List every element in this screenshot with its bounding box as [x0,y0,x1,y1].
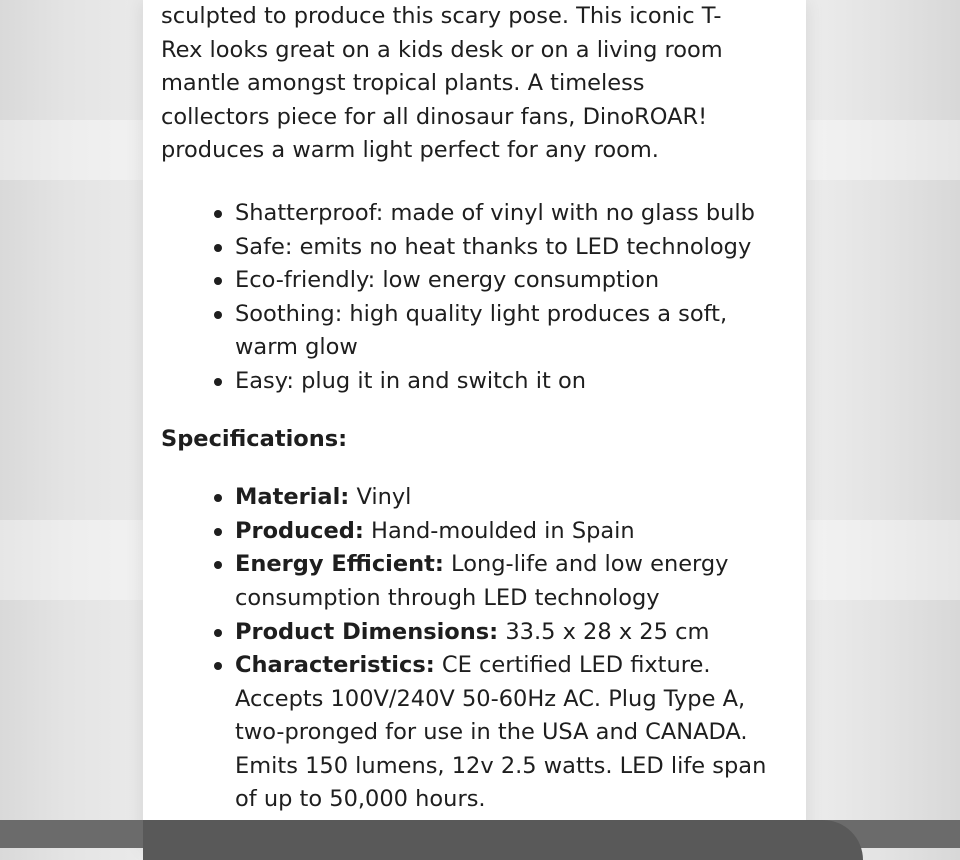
spec-term: Produced: [235,517,364,544]
feature-text: Eco-friendly: low energy consumption [235,267,660,294]
spec-item-product-dimensions [161,616,801,650]
feature-item [161,197,801,231]
spec-value: of up to 50,000 hours. [235,786,486,813]
feature-item [161,365,801,399]
spec-item-characteristics [161,649,801,817]
specifications-heading: Specifications: [161,425,348,452]
spec-term: Material: [235,484,350,511]
specifications-list [161,481,801,817]
spec-item-energy-efficient [161,548,801,615]
spec-value: CE certified LED fixture. [434,652,711,679]
intro-line: sculpted to produce this scary pose. This iconic T- [161,3,722,29]
spec-value: Accepts 100V/240V 50-60Hz AC. Plug Type A, [235,685,746,712]
spec-term: Characteristics: [235,652,435,679]
feature-text: Easy: plug it in and switch it on [235,367,586,394]
feature-text: Safe: emits no heat thanks to LED technology [235,233,752,260]
spec-item-produced [161,515,801,549]
spec-value: Emits 150 lumens, 12v 2.5 watts. LED life span [235,752,767,779]
feature-item [161,231,801,265]
feature-text: warm glow [235,334,358,361]
bottom-sheet-edge [143,820,863,860]
feature-item [161,298,801,365]
product-description [161,0,801,817]
spec-value: Vinyl [349,484,412,511]
intro-line: mantle amongst tropical plants. A timeless [161,70,645,97]
feature-item [161,264,801,298]
spec-value: Long-life and low energy [443,551,729,578]
intro-line: collectors piece for all dinosaur fans, DinoROAR! [161,103,708,130]
spec-term: Product Dimensions: [235,618,499,645]
spec-item-material [161,481,801,515]
intro-line: Rex looks great on a kids desk or on a living room [161,36,723,63]
spec-value: Hand-moulded in Spain [363,517,635,544]
spec-value: 33.5 x 28 x 25 cm [498,618,710,645]
spec-value: two-pronged for use in the USA and CANADA. [235,719,748,746]
feature-text: Soothing: high quality light produces a soft, [235,300,728,327]
feature-text: Shatterproof: made of vinyl with no glass bulb [235,199,755,226]
spec-term: Energy Efficient: [235,551,444,578]
feature-list [161,197,801,399]
intro-paragraph [161,0,801,168]
intro-line: produces a warm light perfect for any room. [161,137,659,164]
spec-value: consumption through LED technology [235,584,660,611]
